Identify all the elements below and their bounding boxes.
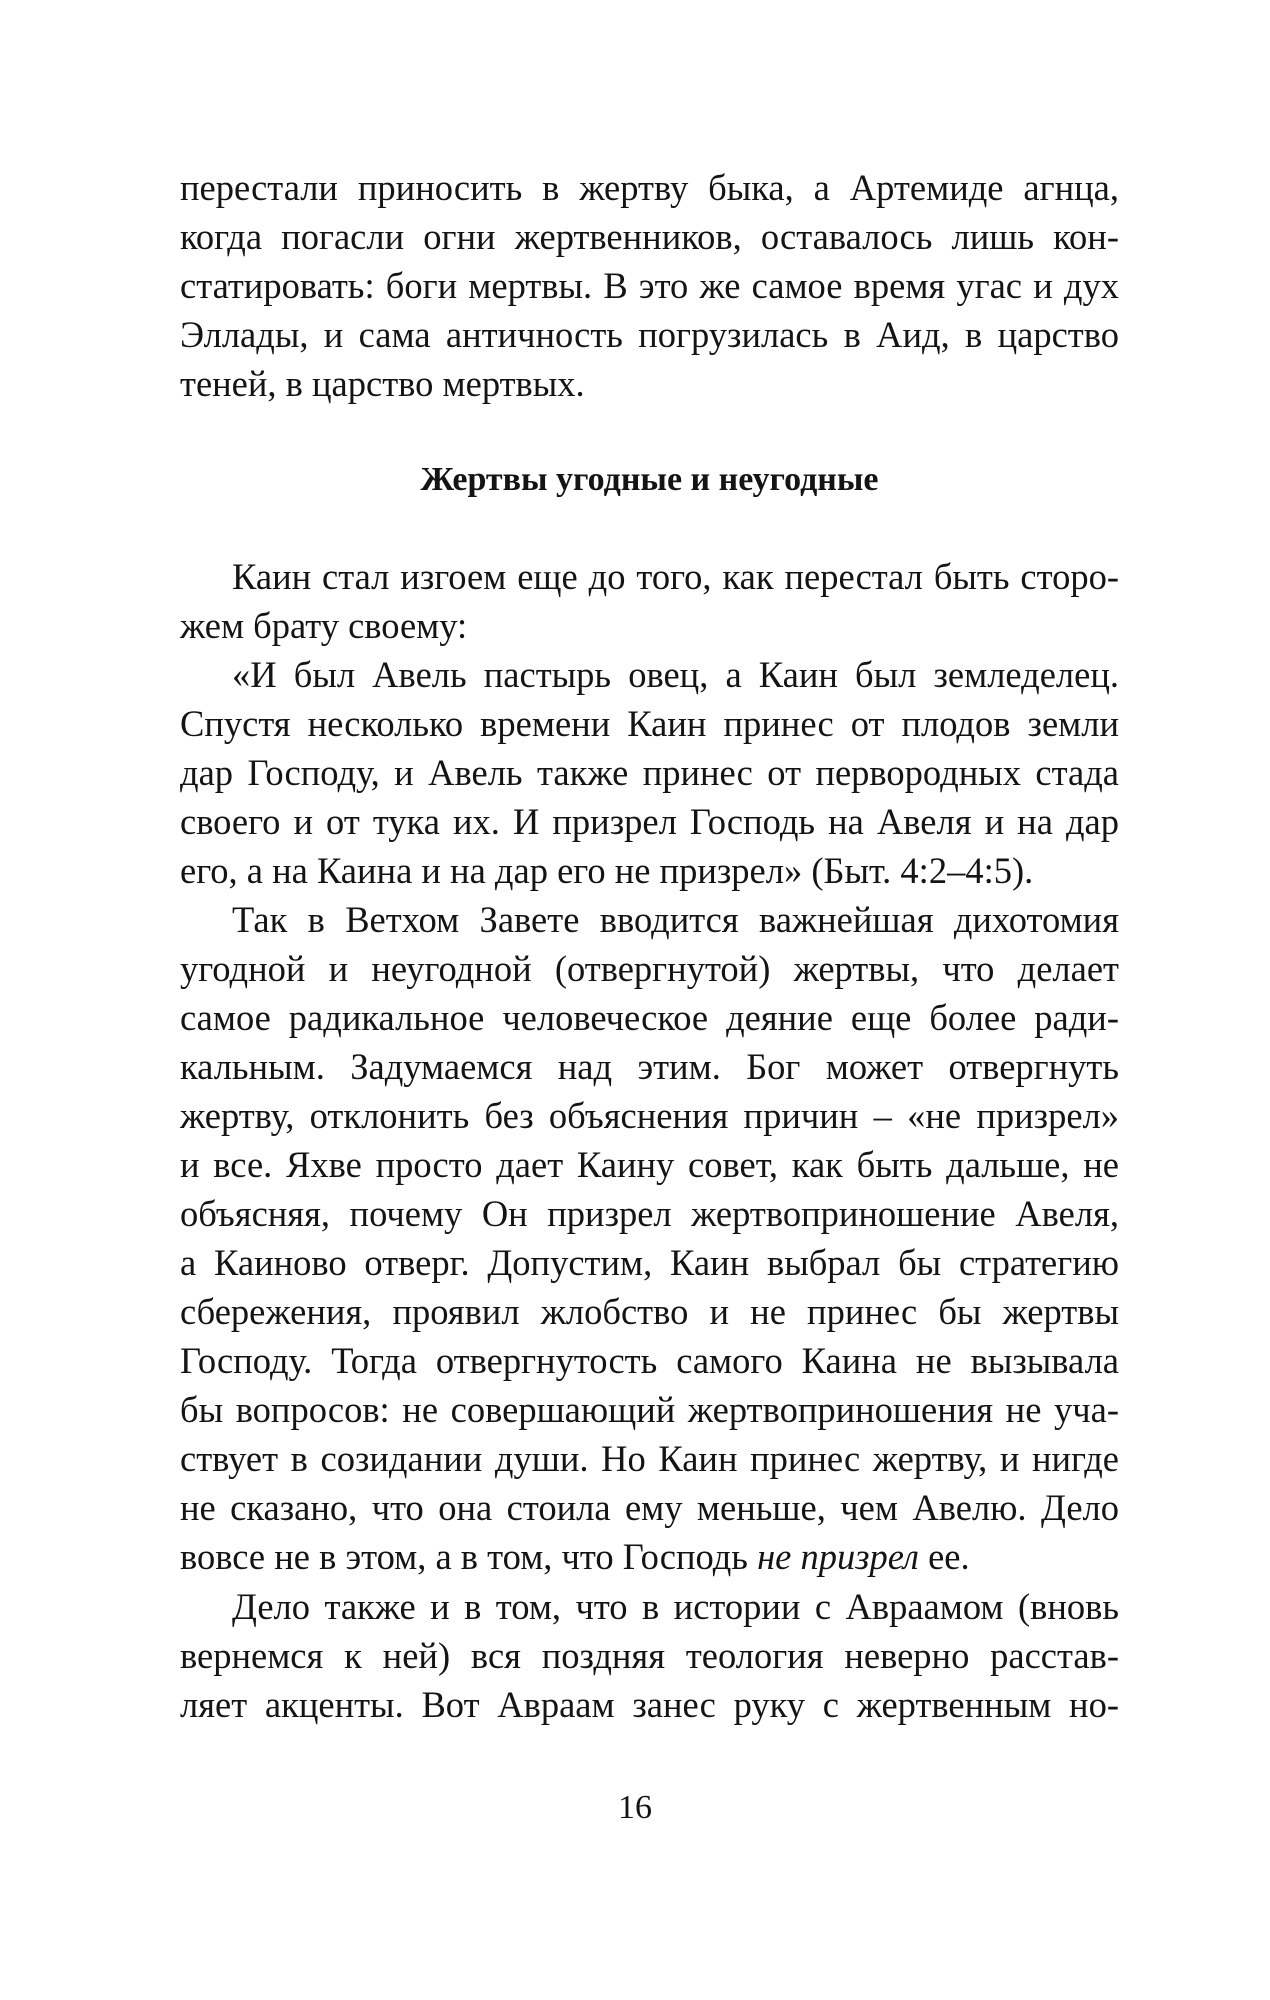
text-line: Дело также и в том, что в истории с Авраамом (вновь (232, 1586, 1119, 1627)
text-line: статировать: боги мертвы. В это же самое время угас и дух (180, 265, 1119, 306)
text-segment: вовсе не в этом, а в том, что Господь (180, 1536, 758, 1577)
text-line: Так в Ветхом Завете вводится важнейшая дихотомия (232, 899, 1119, 940)
text-line: жем брату своему: (180, 605, 468, 646)
quote-line: «И был Авель пастырь овец, а Каин был земледелец. (232, 654, 1119, 695)
emphasis-text: не призрел (757, 1536, 919, 1577)
text-line: а Каиново отверг. Допустим, Каин выбрал бы стратегию (180, 1242, 1119, 1283)
quote-line: Спустя несколько времени Каин принес от плодов земли (180, 703, 1119, 744)
text-line: жертву, отклонить без объяснения причин – «не призрел» (180, 1095, 1119, 1136)
text-line (180, 1532, 1119, 1581)
text-line: самое радикальное человеческое деяние еще более ради- (180, 997, 1119, 1038)
text-line: перестали приносить в жертву быка, а Артемиде агнца, (180, 167, 1119, 208)
text-line: сбережения, проявил жлобство и не принес бы жертвы (180, 1291, 1119, 1332)
text-line: бы вопросов: не совершающий жертвоприношения не уча- (180, 1389, 1119, 1430)
text-line: ляет акценты. Вот Авраам занес руку с жертвенным но- (180, 1684, 1119, 1725)
quote-line: дар Господу, и Авель также принес от первородных стада (180, 752, 1119, 793)
text-segment: ее. (918, 1536, 970, 1577)
section-heading: Жертвы угодные и неугодные (420, 461, 879, 498)
page-number: 16 (618, 1789, 652, 1826)
text-line: теней, в царство мертвых. (180, 363, 585, 404)
text-line: Господу. Тогда отвергнутость самого Каина не вызывала (180, 1340, 1119, 1381)
text-line: вернемся к ней) вся поздняя теология неверно расстав- (180, 1635, 1119, 1676)
text-line: и все. Яхве просто дает Каину совет, как быть дальше, не (180, 1144, 1119, 1185)
text-line: объясняя, почему Он призрел жертвоприношение Авеля, (180, 1193, 1119, 1234)
text-line: кальным. Задумаемся над этим. Бог может отвергнуть (180, 1046, 1119, 1087)
text-line: когда погасли огни жертвенников, оставалось лишь кон- (180, 216, 1119, 257)
quote-line: своего и от тука их. И призрел Господь на Авеля и на дар (180, 801, 1119, 842)
text-line: ствует в созидании души. Но Каин принес жертву, и нигде (180, 1438, 1119, 1479)
text-line: Каин стал изгоем еще до того, как перестал быть сторо- (232, 556, 1119, 597)
text-line: угодной и неугодной (отвергнутой) жертвы, что делает (180, 948, 1119, 989)
quote-line: его, а на Каина и на дар его не призрел» (Быт. 4:2–4:5). (180, 850, 1034, 891)
text-line: Эллады, и сама античность погрузилась в Аид, в царство (180, 314, 1119, 355)
text-line: не сказано, что она стоила ему меньше, чем Авелю. Дело (180, 1487, 1119, 1528)
